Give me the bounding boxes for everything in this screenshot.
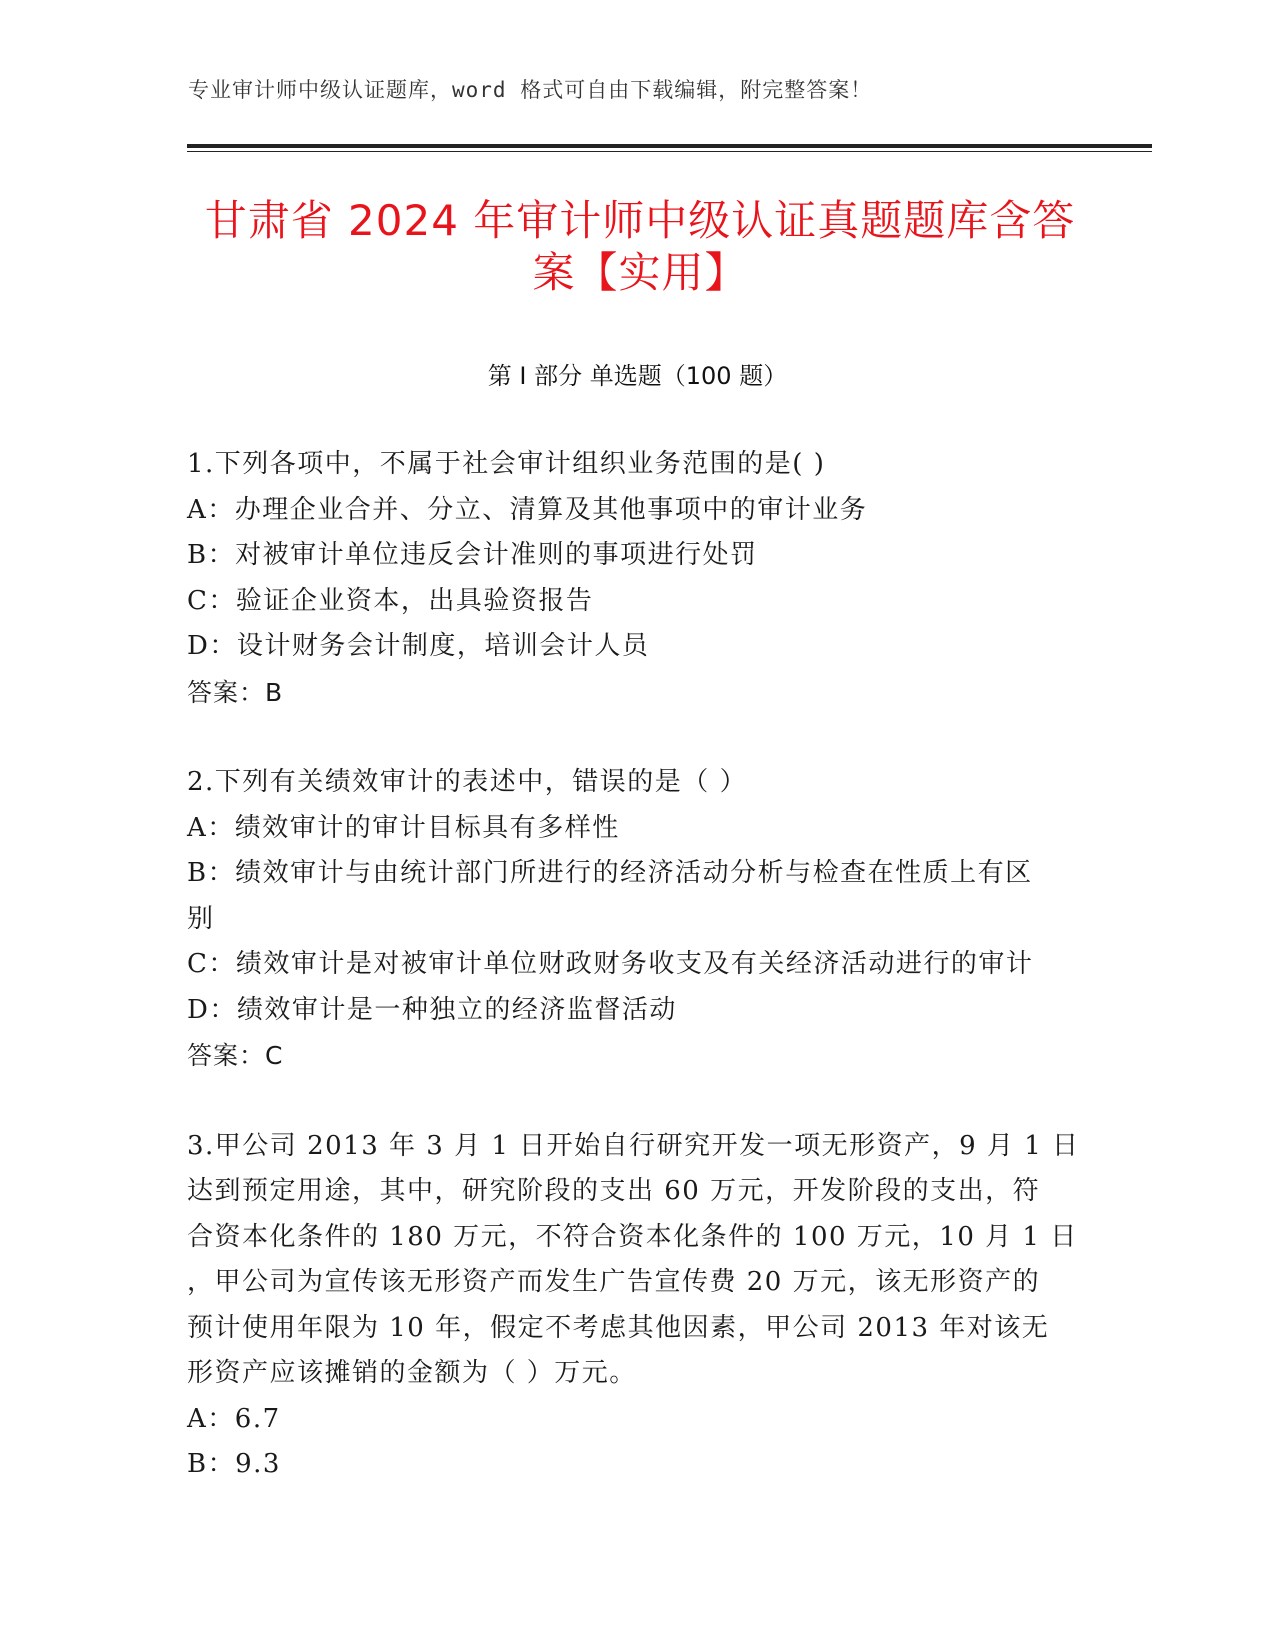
header-rule-thin [187, 151, 1152, 152]
option-d: D：绩效审计是一种独立的经济监督活动 [187, 994, 677, 1025]
option-a: A：绩效审计的审计目标具有多样性 [187, 812, 620, 843]
option-b: B：对被审计单位违反会计准则的事项进行处罚 [187, 540, 758, 570]
header-note: 专业审计师中级认证题库，word 格式可自由下载编辑，附完整答案！ [188, 78, 873, 102]
answer-label: 答案：C [187, 1041, 284, 1070]
header-rule-thick [187, 144, 1152, 148]
option-a: A：办理企业合并、分立、清算及其他事项中的审计业务 [187, 494, 868, 525]
question-stem: 1.下列各项中，不属于社会审计组织业务范围的是( ) [187, 449, 826, 479]
question-stem-line-2: 达到预定用途，其中，研究阶段的支出 60 万元，开发阶段的支出，符 [187, 1176, 1041, 1206]
document-title [130, 195, 1150, 299]
answer-label: 答案：B [187, 677, 284, 707]
question-stem-line-4: ，甲公司为宣传该无形资产而发生广告宣传费 20 万元，该无形资产的 [187, 1267, 1041, 1297]
option-b: B：9.3 [187, 1449, 281, 1479]
question-stem-line-1: 3.甲公司 2013 年 3 月 1 日开始自行研究开发一项无形资产，9 月 1 日 [187, 1130, 1080, 1161]
option-b: B：绩效审计与由统计部门所进行的经济活动分析与检查在性质上有区 [187, 858, 1033, 888]
option-d: D：设计财务会计制度，培训会计人员 [187, 631, 650, 661]
question-1 [187, 442, 1087, 715]
question-2 [187, 760, 1087, 1079]
question-3 [187, 1124, 1087, 1488]
document-title-line-1: 甘肃省 2024 年审计师中级认证真题题库含答 [204, 196, 1076, 245]
question-list [187, 442, 1087, 1488]
document-title-line-2: 案【实用】 [532, 248, 748, 297]
section-title: 第 I 部分 单选题（100 题） [487, 362, 788, 390]
option-c: C：绩效审计是对被审计单位财政财务收支及有关经济活动进行的审计 [187, 949, 1034, 979]
question-stem: 2.下列有关绩效审计的表述中，错误的是（ ） [187, 767, 748, 797]
spacer [187, 715, 1087, 760]
option-c: C：验证企业资本，出具验资报告 [187, 585, 594, 616]
question-stem-line-5: 预计使用年限为 10 年，假定不考虑其他因素，甲公司 2013 年对该无 [187, 1312, 1050, 1343]
question-stem-line-6: 形资产应该摊销的金额为（ ）万元。 [187, 1358, 637, 1388]
option-b-continued: 别 [187, 903, 215, 934]
spacer [187, 1079, 1087, 1124]
question-stem-line-3: 合资本化条件的 180 万元，不符合资本化条件的 100 万元，10 月 1 日 [187, 1221, 1078, 1252]
option-a: A：6.7 [187, 1403, 281, 1434]
